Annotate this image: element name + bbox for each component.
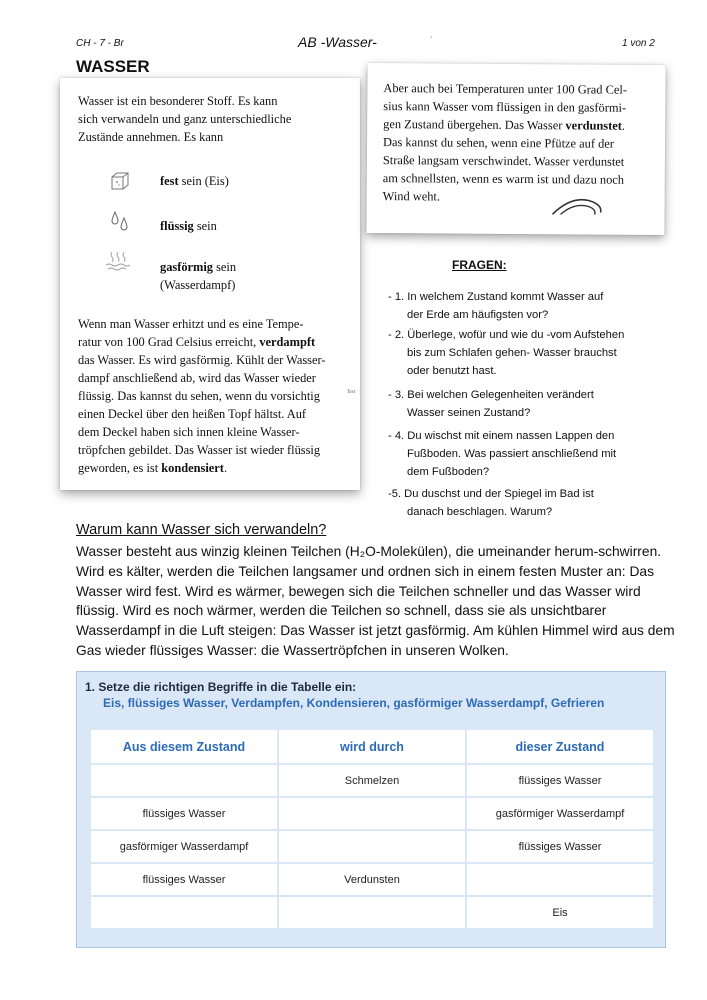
table-row xyxy=(90,830,654,863)
table-cell[interactable] xyxy=(90,764,278,797)
question-line: Fußboden. Was passiert anschließend mit xyxy=(407,448,617,460)
section-paragraph: Wasser besteht aus winzig kleinen Teilchen (H₂O-Molekülen), die umeinander herum-schwirren. Wird es kälter, werden die Teilchen langsamer und ordnen sich in einem festen Muster an: Das Wasser wird fest. Wird es wärmer, bewegen sich die Teilchen schneller und das Wasser wird flüssig. Wird es noch wärmer, werden die Teilchen so schnell, dass sie als unsichtbarer Wasserdampf in die Luft steigen: Das Wasser ist jetzt gasförmig. Am kühlen Himmel wird aus dem Gas wieder flüssiges Wasser: die Wassertröpfchen in unseren Wolken. xyxy=(76,544,675,658)
body-line: Wenn man Wasser erhitzt und es eine Tempe- xyxy=(78,317,304,331)
body-bold: verdampft xyxy=(259,335,316,349)
question-item xyxy=(388,288,658,324)
table-cell[interactable]: Schmelzen xyxy=(278,764,466,797)
question-line: -5. Du duschst und der Spiegel im Bad ist xyxy=(388,488,594,500)
body-line: einen Deckel über den heißen Topf hältst. Auf xyxy=(78,407,307,421)
column-header: wird durch xyxy=(278,729,466,764)
table-cell[interactable]: Eis xyxy=(466,896,654,929)
water-drops-icon xyxy=(108,210,132,232)
state-gas-extra: (Wasserdampf) xyxy=(160,278,236,292)
question-item xyxy=(388,485,658,521)
ice-cube-icon xyxy=(108,170,132,192)
table-cell[interactable]: gasförmiger Wasserdampf xyxy=(90,830,278,863)
body-seg: . xyxy=(621,118,626,133)
body-line: sius kann Wasser vom flüssigen in den gasförmi- xyxy=(383,99,627,115)
table-cell[interactable]: gasförmiger Wasserdampf xyxy=(466,797,654,830)
state-liquid-rest: sein xyxy=(193,219,217,233)
body-line: Wind weht. xyxy=(382,189,441,204)
state-gas xyxy=(160,258,236,294)
body-line: am schnellsten, wenn es warm ist und dazu noch xyxy=(382,171,625,187)
intro-line: Zustände annehmen. Es kann xyxy=(78,130,224,144)
question-line: Wasser seinen Zustand? xyxy=(407,407,531,419)
table-cell[interactable] xyxy=(278,896,466,929)
wind-icon xyxy=(549,194,609,218)
body-line: Aber auch bei Temperaturen unter 100 Grad Cel- xyxy=(383,81,627,97)
state-solid-bold: fest xyxy=(160,174,179,188)
intro-line: Wasser ist ein besonderer Stoff. Es kann xyxy=(78,94,278,108)
state-liquid xyxy=(160,217,217,235)
question-item xyxy=(388,326,658,380)
table-row xyxy=(90,764,654,797)
body-seg: . xyxy=(223,461,228,475)
table-row xyxy=(90,797,654,830)
question-line: - 2. Überlege, wofür und wie du -vom Aufstehen xyxy=(388,329,625,341)
column-header: Aus diesem Zustand xyxy=(90,729,278,764)
body-line: Das kannst du sehen, wenn eine Pfütze auf der xyxy=(382,135,614,151)
question-item xyxy=(388,386,658,422)
body-line: flüssig. Das kannst du sehen, wenn du vorsichtig xyxy=(78,389,320,403)
table-cell[interactable] xyxy=(90,896,278,929)
state-gas-bold: gasförmig xyxy=(160,260,213,274)
column-header: dieser Zustand xyxy=(466,729,654,764)
table-cell[interactable]: flüssiges Wasser xyxy=(90,797,278,830)
body-seg: geworden, es ist xyxy=(78,461,162,475)
table-header-row xyxy=(90,729,654,764)
state-liquid-bold: flüssig xyxy=(160,219,194,233)
header-mark: ᐧ xyxy=(430,33,433,42)
body-line: tröpfchen gebildet. Das Wasser ist wieder flüssig xyxy=(78,443,321,457)
table-row xyxy=(90,896,654,929)
intro-line: sich verwandeln und ganz unterschiedliche xyxy=(78,112,292,126)
question-line: bis zum Schlafen gehen- Wasser brauchst xyxy=(407,347,617,359)
table-cell[interactable]: flüssiges Wasser xyxy=(466,830,654,863)
body-line xyxy=(78,459,358,477)
state-solid-rest: sein (Eis) xyxy=(178,174,229,188)
right-info-card xyxy=(366,63,665,235)
header-title: AB -Wasser- xyxy=(298,34,377,50)
question-line: der Erde am häufigsten vor? xyxy=(407,309,549,321)
body-line: das Wasser. Es wird gasförmig. Kühlt der Wasser- xyxy=(78,353,326,367)
body-seg: ratur von 100 Grad Celsius erreicht, xyxy=(78,335,260,349)
table-cell[interactable] xyxy=(466,863,654,896)
question-line: dem Fußboden? xyxy=(407,466,490,478)
table-cell[interactable] xyxy=(278,797,466,830)
table-cell[interactable] xyxy=(278,830,466,863)
table-cell[interactable]: flüssiges Wasser xyxy=(466,764,654,797)
question-line: - 4. Du wischst mit einem nassen Lappen den xyxy=(388,430,615,442)
evaporation-text xyxy=(383,79,664,207)
task-box xyxy=(76,671,666,948)
question-line: - 3. Bei welchen Gelegenheiten verändert xyxy=(388,389,594,401)
task-heading: 1. Setze die richtigen Begriffe in die Tabelle ein: xyxy=(85,680,357,694)
states-table xyxy=(89,728,655,930)
question-item xyxy=(388,427,658,481)
table-cell[interactable]: flüssiges Wasser xyxy=(90,863,278,896)
body-line: Straße langsam verschwindet. Wasser verdunstet xyxy=(382,153,625,169)
intro-text xyxy=(78,92,291,146)
state-solid xyxy=(160,172,229,190)
boiling-text xyxy=(78,315,358,477)
body-bold: kondensiert xyxy=(161,461,224,475)
table-row xyxy=(90,863,654,896)
body-line: dampf anschließend ab, wird das Wasser wieder xyxy=(78,371,316,385)
body-line xyxy=(383,115,663,135)
body-seg: gen Zustand übergehen. Das Wasser xyxy=(383,117,566,133)
questions-title: FRAGEN: xyxy=(452,258,507,272)
body-line: dem Deckel haben sich innen kleine Wasser- xyxy=(78,425,300,439)
task-terms: Eis, flüssiges Wasser, Verdampfen, Kondensieren, gasförmiger Wasserdampf, Gefrieren xyxy=(103,696,605,710)
body-bold: verdunstet xyxy=(565,118,622,133)
header-page-number: 1 von 2 xyxy=(622,38,655,49)
question-line: danach beschlagen. Warum? xyxy=(407,506,553,518)
left-info-card xyxy=(60,78,360,490)
question-line: - 1. In welchem Zustand kommt Wasser auf xyxy=(388,291,604,303)
question-line: oder benutzt hast. xyxy=(407,365,497,377)
steam-icon xyxy=(104,250,134,272)
table-cell[interactable]: Verdunsten xyxy=(278,863,466,896)
header-course-code: CH - 7 - Br xyxy=(76,38,124,49)
section-heading: Warum kann Wasser sich verwandeln? xyxy=(76,522,327,538)
state-gas-rest: sein xyxy=(213,260,237,274)
page-title: WASSER xyxy=(76,57,150,76)
text-mark: Text xyxy=(347,390,356,395)
body-line xyxy=(78,333,358,351)
